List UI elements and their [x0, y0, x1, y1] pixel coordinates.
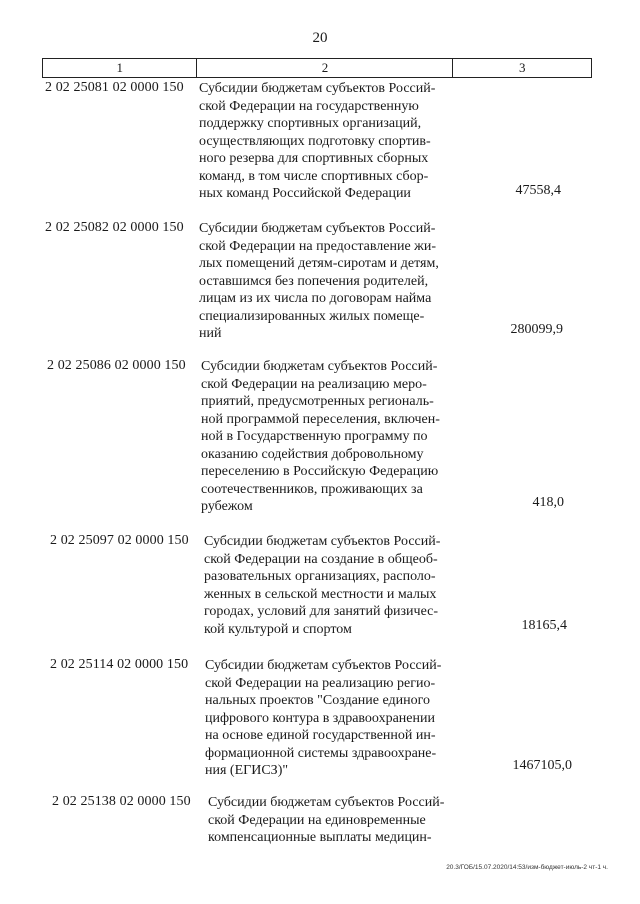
- budget-code: 2 02 25082 02 0000 150: [45, 220, 184, 235]
- table-header: [42, 58, 592, 78]
- budget-code: 2 02 25138 02 0000 150: [52, 794, 191, 809]
- row-description: Субсидии бюджетам субъектов Россий- ской Федерации на единовременные компенсационные выплаты медицин-: [208, 795, 445, 845]
- row-description: Субсидии бюджетам субъектов Россий- ской Федерации на государственную поддержку спортивных организаций, осуществляющих подготовку спортив- ного резерва для спортивных сборных команд, в том числе спортивных сбор- ных команд Российской Федерации: [199, 81, 436, 201]
- budget-code: 2 02 25086 02 0000 150: [47, 358, 186, 373]
- row-description: Субсидии бюджетам субъектов Россий- ской Федерации на реализацию регио- нальных проектов "Создание единого цифрового контура в здравоохранении на основе единой государственной ин- формационной системы здравоохране- ния (ЕГИСЗ)": [205, 658, 442, 778]
- row-amount: 18165,4: [521, 618, 567, 633]
- row-amount: 280099,9: [510, 322, 563, 337]
- header-col-1: 1: [43, 59, 197, 78]
- row-amount: 1467105,0: [512, 758, 572, 773]
- page-number: 20: [312, 30, 328, 46]
- budget-code: 2 02 25097 02 0000 150: [50, 533, 189, 548]
- row-description: Субсидии бюджетам субъектов Россий- ской Федерации на предоставление жи- лых помещений детям-сиротам и детям, оставшимся без попечения родителей, лицам из их числа по договорам найма специализированных жилых помеще- ний: [199, 221, 439, 341]
- document-footer-stamp: 20.3/ГОБ/15.07.2020/14:53/изм-бюджет-июль-2 чт-1 ч.: [446, 864, 608, 871]
- header-col-3: 3: [453, 59, 592, 78]
- row-amount: 47558,4: [515, 183, 561, 198]
- row-description: Субсидии бюджетам субъектов Россий- ской Федерации на реализацию меро- приятий, предусмотренных региональ- ной программой переселения, включен- ной в Государственную программу по оказанию содействия добровольному переселению в Российскую Федерацию соотечественников, проживающих за рубежом: [201, 359, 440, 514]
- budget-code: 2 02 25114 02 0000 150: [50, 657, 189, 672]
- row-description: Субсидии бюджетам субъектов Россий- ской Федерации на создание в общеоб- разовательных организациях, располо- женных в сельской местности и малых городах, условий для занятий физичес- кой культурой и спортом: [204, 534, 441, 637]
- budget-code: 2 02 25081 02 0000 150: [45, 80, 184, 95]
- header-col-2: 2: [197, 59, 453, 78]
- row-amount: 418,0: [532, 495, 564, 510]
